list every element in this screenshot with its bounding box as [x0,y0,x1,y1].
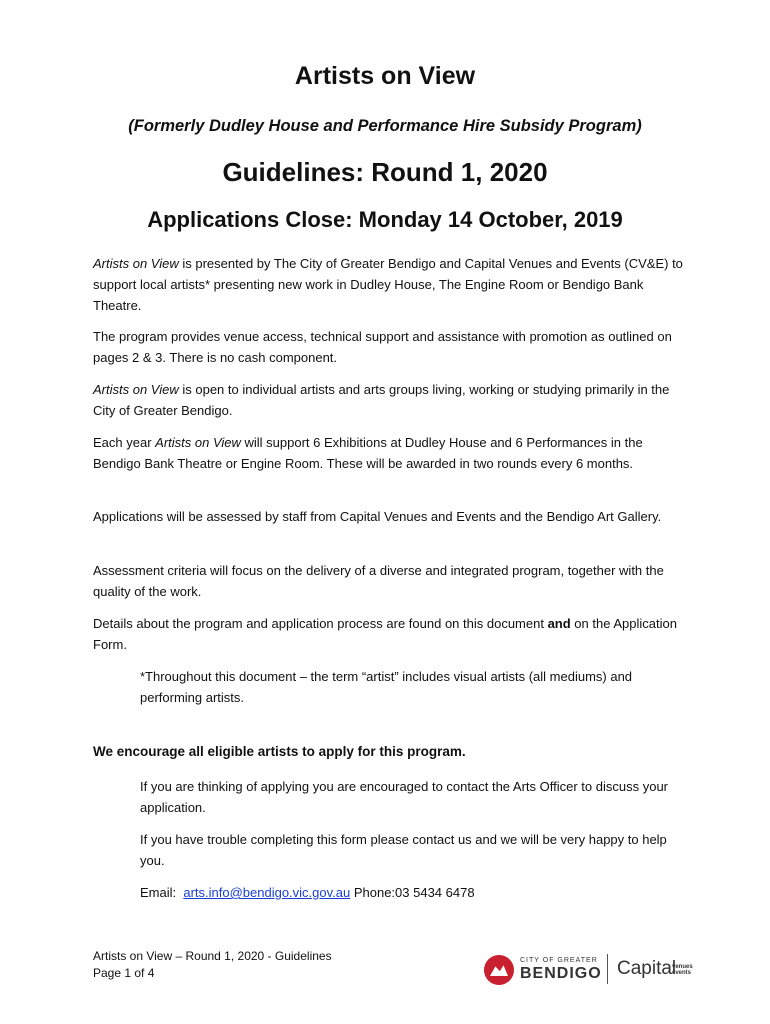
bendigo-logo-icon [484,955,514,985]
page-footer [93,948,332,982]
paragraph-eligibility [93,379,683,421]
emphasis-and: and [547,616,571,631]
program-name: Artists on View [93,382,179,397]
phone-text: Phone:03 5434 6478 [350,885,475,900]
document-title: Artists on View [294,62,476,90]
artist-definition-note: *Throughout this document – the term “artist” includes visual artists (all mediums) and performing artists. [140,669,633,705]
encourage-heading: We encourage all eligible artists to apply for this program. [93,744,466,759]
paragraph-text: is open to individual artists and arts groups living, working or studying primarily in the City of Greater Bendigo. [93,382,670,418]
paragraph-text: Each year [93,435,156,450]
paragraph-text: on the Application Form. [93,616,677,652]
program-name: Artists on View [155,435,241,450]
sponsor-logos [484,952,704,988]
help-text: If you have trouble completing this form please contact us and we will be very happy to help you. [140,832,667,868]
logo-venues-events [672,964,693,976]
contact-line [140,882,690,903]
paragraph-text: Details about the program and application process are found on this document [93,616,548,631]
paragraph-details [93,613,683,655]
contact-officer-text: If you are thinking of applying you are encouraged to contact the Arts Officer to discuss your application. [140,779,669,815]
paragraph-text: will support 6 Exhibitions at Dudley House and 6 Performances in the Bendigo Bank Theatre or Engine Room. These will be awarded in two rounds every 6 months. [93,435,643,471]
program-name: Artists on View [93,256,179,271]
guidelines-heading: Guidelines: Round 1, 2020 [222,157,548,187]
logo-venues: venues [672,964,693,970]
email-link[interactable]: arts.info@bendigo.vic.gov.au [183,885,351,900]
footer-title: Artists on View – Round 1, 2020 - Guidelines [93,949,332,963]
logo-bendigo: BENDIGO [520,965,602,982]
logo-city-of-greater: CITY OF GREATER [520,957,598,964]
paragraph-assessment-criteria: Assessment criteria will focus on the delivery of a diverse and integrated program, together with the quality of the work. [93,563,664,599]
paragraph-assessment-staff: Applications will be assessed by staff from Capital Venues and Events and the Bendigo Art Gallery. [93,509,662,524]
document-subtitle: (Formerly Dudley House and Performance Hire Subsidy Program) [128,117,642,135]
paragraph-annual-support [93,432,683,474]
logo-divider [607,954,608,984]
paragraph-text: is presented by The City of Greater Bendigo and Capital Venues and Events (CV&E) to support local artists* presenting new work in Dudley House, The Engine Room or Bendigo Bank Theatre. [93,256,683,313]
page-number: Page 1 of 4 [93,966,155,980]
email-label: Email: [140,885,184,900]
closing-date-heading: Applications Close: Monday 14 October, 2019 [147,207,623,232]
paragraph-venue-access: The program provides venue access, technical support and assistance with promotion as outlined on pages 2 & 3. There is no cash component. [93,329,672,365]
paragraph-intro [93,253,683,316]
logo-capital: Capital [617,958,677,979]
logo-events: events [672,970,692,976]
